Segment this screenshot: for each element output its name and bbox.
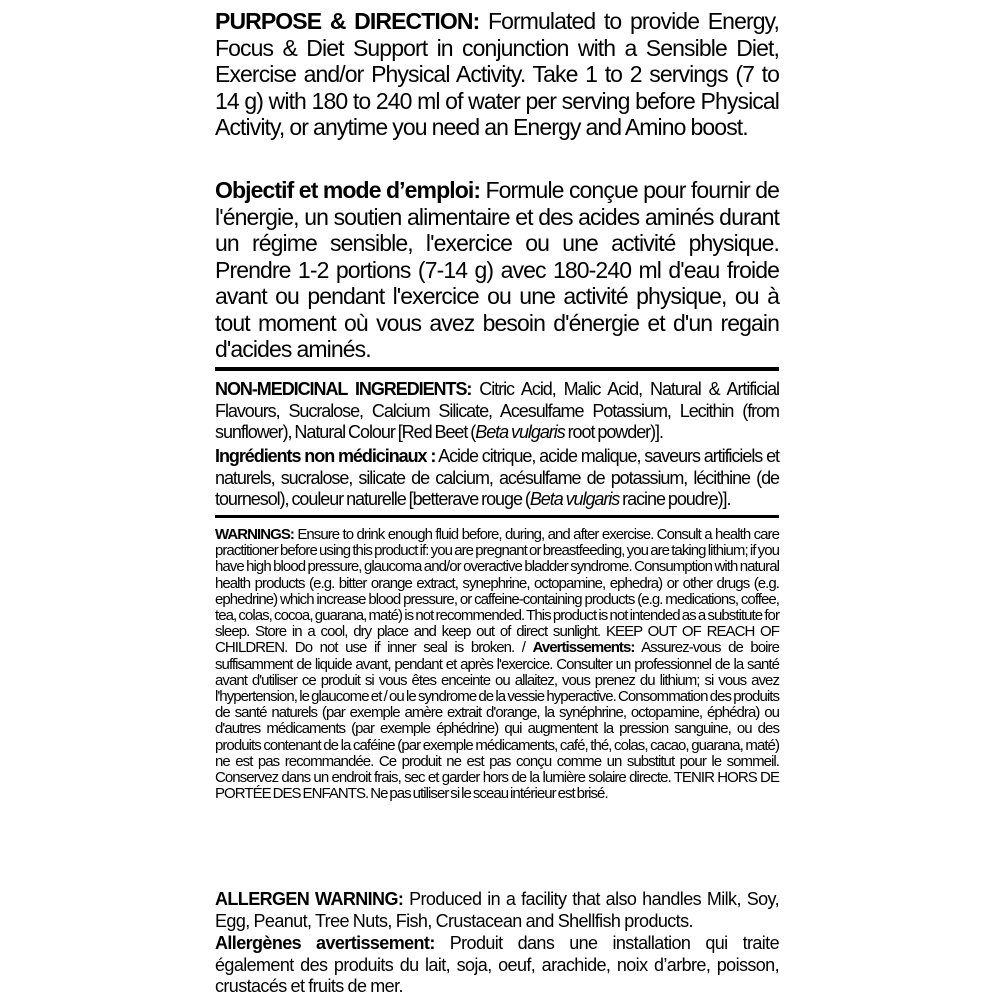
warnings-section	[215, 527, 779, 802]
allergen-heading: ALLERGEN WARNING:	[215, 889, 404, 909]
purpose-heading: PURPOSE & DIRECTION:	[215, 8, 480, 34]
allergen-warning-section	[215, 889, 779, 932]
ingredients-fr-heading: Ingrédients non médicinaux :	[215, 446, 436, 466]
warnings-text: Ensure to drink enough fluid before, during, and after exercise. Consult a health care practitioner before using this product if: you are pregnant or breastfeeding, you are taking lithium; if you have high blood pressure, glaucoma and/or overactive bladder syndrome. Consumption with natural health products (e.g. bitter orange extract, synephrine, octopamine, ephedra) or other drugs (e.g. ephedrine) which increase blood pressure, or caffeine-containing products (e.g. medications, coffee, tea, colas, cocoa, guarana, maté) is not recommended. This product is not intended as a substitute for sleep. Store in a cool, dry place and keep out of direct sunlight. KEEP OUT OF REACH OF CHILDREN. Do not use if inner seal is broken. /	[215, 526, 779, 657]
section-divider-thin	[215, 515, 779, 518]
warnings-heading: WARNINGS:	[215, 526, 294, 543]
ingredients-text: Citric Acid, Malic Acid, Natural & Artificial Flavours, Sucralose, Calcium Silicate, Acesulfame Potassium, Lecithin (from sunflower), Natural Colour [Red Beet (	[215, 379, 780, 442]
section-divider-thick	[215, 367, 779, 371]
allergen-fr-heading: Allergènes avertissement:	[215, 933, 435, 953]
objectif-heading: Objectif et mode d’emploi:	[215, 177, 481, 203]
ingredients-text-end: root powder)].	[564, 422, 663, 442]
objectif-text: Formule conçue pour fournir de l'énergie, un soutien alimentaire et des acides aminés durant un régime sensible, l'exercice ou une activité physique. Prendre 1-2 portions (7-14 g) avec 180-240 ml d'eau froide avant ou pendant l'exercice ou une activité physique, ou à tout moment où vous avez besoin d'énergie et d'un regain d'acides aminés.	[215, 177, 779, 362]
objectif-mode-emploi-section	[215, 177, 779, 363]
non-medicinal-ingredients-section	[215, 379, 779, 444]
ingredients-fr-text-end: racine poudre)].	[619, 489, 731, 509]
allergen-text: Produced in a facility that also handles Milk, Soy, Egg, Peanut, Tree Nuts, Fish, Crustacean and Shellfish products.	[215, 889, 779, 931]
ingredients-non-medicinaux-section	[215, 446, 779, 511]
ingredients-heading: NON-MEDICINAL INGREDIENTS:	[215, 379, 472, 399]
avertissements-heading: Avertissements:	[532, 639, 635, 657]
ingredients-fr-text: Acide citrique, acide malique, saveurs artificiels et naturels, sucralose, silicate de calcium, acésulfame de potassium, lécithine (de tournesol), couleur naturelle [betterave rouge (	[215, 446, 779, 509]
ingredients-fr-latin-name: Beta vulgaris	[529, 489, 620, 509]
avertissements-text: Assurez-vous de boire suffisamment de liquide avant, pendant et après l'exercice. Consulter un professionnel de la santé avant d'utiliser ce produit si vous êtes enceinte ou allaitez, vous prenez du lithium; si vous avez l'hypertension, le glaucome et / ou le syndrome de la vessie hyperactive. Consommation des produits de santé naturels (par exemple amère extrait d'orange, la synéphrine, octopamine, éphédra) ou d'autres médicaments (par exemple éphédrine) qui augmentent la pression sanguine, ou des produits contenant de la caféine (par exemple médicaments, café, thé, colas, cacao, guarana, maté) ne est pas recommandée. Ce produit ne est pas conçu comme un substitut pour le sommeil. Conservez dans un endroit frais, sec et garder hors de la lumière solaire directe. TENIR HORS DE PORTÉE DES ENFANTS. Ne pas utiliser si le sceau intérieur est brisé.	[215, 639, 779, 803]
allergen-fr-text: Produit dans une installation qui traite également des produits du lait, soja, oeuf, arachide, noix d’arbre, poisson, crustacés et fruits de mer.	[215, 933, 779, 996]
ingredients-latin-name: Beta vulgaris	[475, 422, 565, 442]
purpose-direction-section	[215, 8, 779, 141]
purpose-text: Formulated to provide Energy, Focus & Diet Support in conjunction with a Sensible Diet, Exercise and/or Physical Activity. Take 1 to 2 servings (7 to 14 g) with 180 to 240 ml of water per serving before Physical Activity, or anytime you need an Energy and Amino boost.	[215, 8, 779, 140]
allergenes-avertissement-section	[215, 933, 779, 998]
